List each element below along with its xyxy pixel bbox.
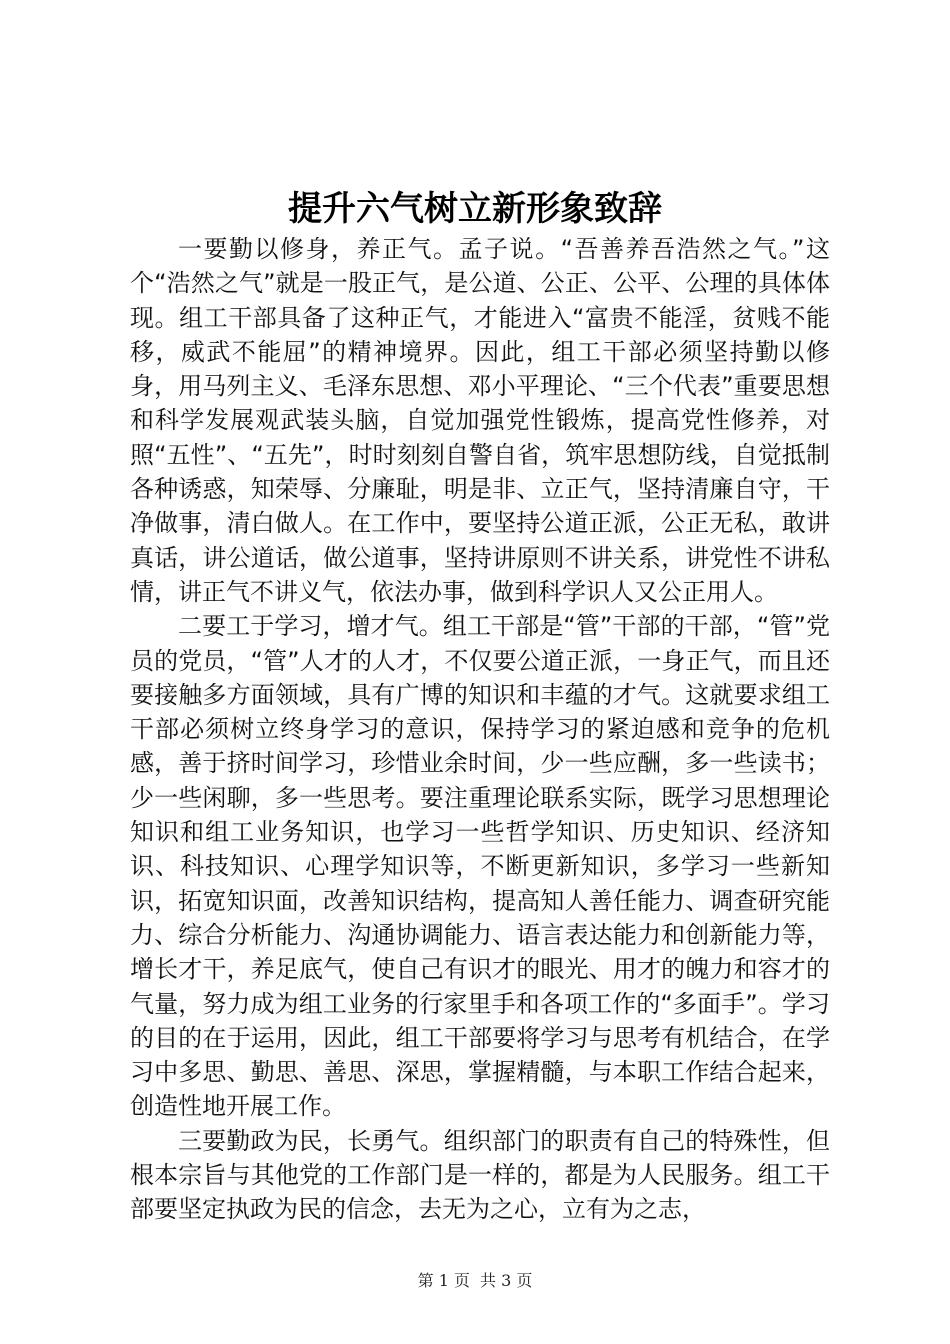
page-total: 共 3 页	[480, 1271, 533, 1290]
paragraph-3: 三要勤政为民，长勇气。组织部门的职责有自己的特殊性，但根本宗旨与其他党的工作部门是一样的，都是为人民服务。组工干部要坚定执政为民的信念，去无为之心，立有为之志，	[130, 1126, 830, 1224]
page-footer	[0, 1270, 950, 1292]
paragraph-2: 二要工于学习，增才气。组工干部是“管”干部的干部，“管”党员的党员，“管”人才的人才，不仅要公道正派，一身正气，而且还要接触多方面领域，具有广博的知识和丰蕴的才气。这就要求组工干部必须树立终身学习的意识，保持学习的紧迫感和竞争的危机感，善于挤时间学习，珍惜业余时间，少一些应酬，多一些读书；少一些闲聊，多一些思考。要注重理论联系实际，既学习思想理论知识和组工业务知识，也学习一些哲学知识、历史知识、经济知识、科技知识、心理学知识等，不断更新知识，多学习一些新知识，拓宽知识面，改善知识结构，提高知人善任能力、调查研究能力、综合分析能力、沟通协调能力、语言表达能力和创新能力等，增长才干，养足底气，使自己有识才的眼光、用才的魄力和容才的气量，努力成为组工业务的行家里手和各项工作的“多面手”。学习的目的在于运用，因此，组工干部要将学习与思考有机结合，在学习中多思、勤思、善思、深思，掌握精髓，与本职工作结合起来，创造性地开展工作。	[130, 612, 830, 1121]
document-title: 提升六气树立新形象致辞	[288, 189, 662, 229]
document-body	[130, 232, 830, 1227]
paragraph-1: 一要勤以修身，养正气。孟子说。“吾善养吾浩然之气。”这个“浩然之气”就是一股正气，是公道、公正、公平、公理的具体体现。组工干部具备了这种正气，才能进入“富贵不能淫，贫贱不能移，威武不能屈”的精神境界。因此，组工干部必须坚持勤以修身，用马列主义、毛泽东思想、邓小平理论、“三个代表”重要思想和科学发展观武装头脑，自觉加强党性锻炼，提高党性修养，对照“五性”、“五先”，时时刻刻自警自省，筑牢思想防线，自觉抵制各种诱惑，知荣辱、分廉耻，明是非、立正气，坚持清廉自守，干净做事，清白做人。在工作中，要坚持公道正派，公正无私，敢讲真话，讲公道话，做公道事，坚持讲原则不讲关系，讲党性不讲私情，讲正气不讲义气，依法办事，做到科学识人又公正用人。	[130, 235, 830, 606]
page-number: 第 1 页	[417, 1271, 470, 1290]
